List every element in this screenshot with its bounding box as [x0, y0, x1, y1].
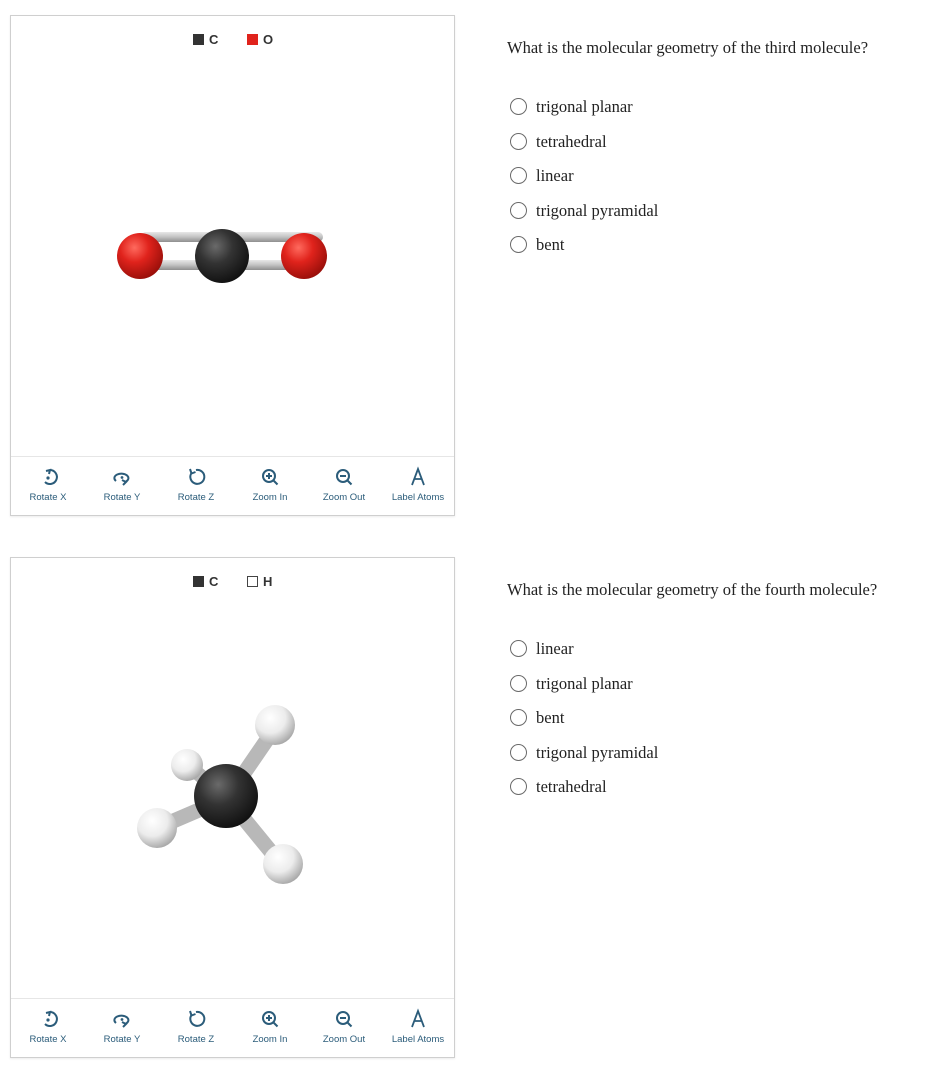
molecule-3d-canvas[interactable]	[11, 598, 454, 998]
legend-label: C	[209, 574, 219, 589]
zoom-out-button[interactable]	[307, 1007, 381, 1045]
tool-label: Rotate Y	[103, 1034, 141, 1045]
legend-label: C	[209, 32, 219, 47]
oxygen-atom	[281, 233, 327, 279]
option-label: tetrahedral	[536, 777, 607, 796]
option-label: linear	[536, 639, 574, 658]
hydrogen-swatch	[247, 576, 258, 587]
option-label: trigonal planar	[536, 673, 633, 693]
oxygen-atom	[117, 233, 163, 279]
answer-option[interactable]	[510, 708, 658, 743]
rotate-z-icon	[184, 465, 208, 489]
carbon-atom	[194, 764, 258, 828]
radio-button[interactable]	[510, 98, 527, 115]
tool-label: Rotate X	[29, 492, 67, 503]
answer-option[interactable]	[510, 639, 658, 674]
option-label: tetrahedral	[536, 131, 607, 151]
rotate-z-button[interactable]	[159, 1007, 233, 1045]
answer-option[interactable]	[510, 777, 658, 812]
rotate-y-icon	[110, 465, 134, 489]
rotate-z-icon	[184, 1007, 208, 1031]
answer-option[interactable]	[510, 132, 658, 167]
radio-button[interactable]	[510, 133, 527, 150]
rotate-z-button[interactable]	[159, 465, 233, 503]
oxygen-swatch	[247, 34, 258, 45]
tool-label: Rotate Z	[177, 492, 215, 503]
hydrogen-atom	[255, 705, 295, 745]
label-atoms-icon	[406, 1007, 430, 1031]
molecule-viewer-1[interactable]	[10, 15, 455, 516]
answer-option[interactable]	[510, 674, 658, 709]
ch4-molecule	[137, 705, 303, 884]
legend-item-carbon	[193, 574, 218, 589]
label-atoms-button[interactable]	[381, 1007, 455, 1045]
question-text: What is the molecular geometry of the third molecule?	[507, 38, 869, 57]
radio-button[interactable]	[510, 778, 527, 795]
radio-button[interactable]	[510, 675, 527, 692]
zoom-in-icon	[258, 465, 282, 489]
co2-molecule	[117, 229, 327, 283]
tool-label: Zoom In	[252, 492, 288, 503]
answer-option[interactable]	[510, 201, 658, 236]
rotate-x-button[interactable]	[11, 465, 85, 503]
answer-options-1	[510, 97, 658, 270]
hydrogen-atom	[137, 808, 177, 848]
tool-label: Zoom In	[252, 1034, 288, 1045]
option-label: trigonal pyramidal	[536, 200, 659, 220]
legend-label: H	[263, 574, 273, 589]
legend-item-oxygen	[247, 32, 273, 47]
answer-option[interactable]	[510, 743, 658, 778]
hydrogen-atom	[171, 749, 203, 781]
tool-label: Rotate Z	[177, 1034, 215, 1045]
legend-item-carbon	[193, 32, 218, 47]
option-label: bent	[536, 708, 565, 727]
option-label: linear	[536, 166, 574, 185]
tool-label: Rotate X	[29, 1034, 67, 1045]
legend	[11, 574, 454, 590]
legend-label: O	[263, 32, 274, 47]
radio-button[interactable]	[510, 709, 527, 726]
question-text: What is the molecular geometry of the fourth molecule?	[507, 580, 878, 599]
option-label: trigonal planar	[536, 97, 633, 116]
radio-button[interactable]	[510, 202, 527, 219]
radio-button[interactable]	[510, 744, 527, 761]
answer-option[interactable]	[510, 166, 658, 201]
rotate-y-button[interactable]	[85, 465, 159, 503]
label-atoms-icon	[406, 465, 430, 489]
zoom-out-button[interactable]	[307, 465, 381, 503]
zoom-in-icon	[258, 1007, 282, 1031]
option-label: trigonal pyramidal	[536, 742, 659, 762]
tool-label: Rotate Y	[103, 492, 141, 503]
rotate-x-icon	[36, 1007, 60, 1031]
rotate-x-icon	[36, 465, 60, 489]
legend	[11, 32, 454, 48]
rotate-y-icon	[110, 1007, 134, 1031]
rotate-y-button[interactable]	[85, 1007, 159, 1045]
option-label: bent	[536, 235, 565, 254]
answer-option[interactable]	[510, 235, 658, 270]
zoom-in-button[interactable]	[233, 465, 307, 503]
hydrogen-atom	[263, 844, 303, 884]
answer-option[interactable]	[510, 97, 658, 132]
tool-label: Zoom Out	[322, 492, 366, 503]
carbon-swatch	[193, 34, 204, 45]
answer-options-2	[510, 639, 658, 812]
radio-button[interactable]	[510, 640, 527, 657]
molecule-3d-canvas[interactable]	[11, 56, 454, 456]
legend-item-hydrogen	[247, 574, 272, 589]
zoom-out-icon	[332, 465, 356, 489]
viewer-toolbar	[11, 998, 454, 1057]
radio-button[interactable]	[510, 236, 527, 253]
label-atoms-button[interactable]	[381, 465, 455, 503]
carbon-atom	[195, 229, 249, 283]
tool-label: Label Atoms	[391, 1034, 445, 1045]
viewer-toolbar	[11, 456, 454, 515]
molecule-viewer-2[interactable]	[10, 557, 455, 1058]
carbon-swatch	[193, 576, 204, 587]
zoom-out-icon	[332, 1007, 356, 1031]
zoom-in-button[interactable]	[233, 1007, 307, 1045]
tool-label: Zoom Out	[322, 1034, 366, 1045]
rotate-x-button[interactable]	[11, 1007, 85, 1045]
radio-button[interactable]	[510, 167, 527, 184]
tool-label: Label Atoms	[391, 492, 445, 503]
